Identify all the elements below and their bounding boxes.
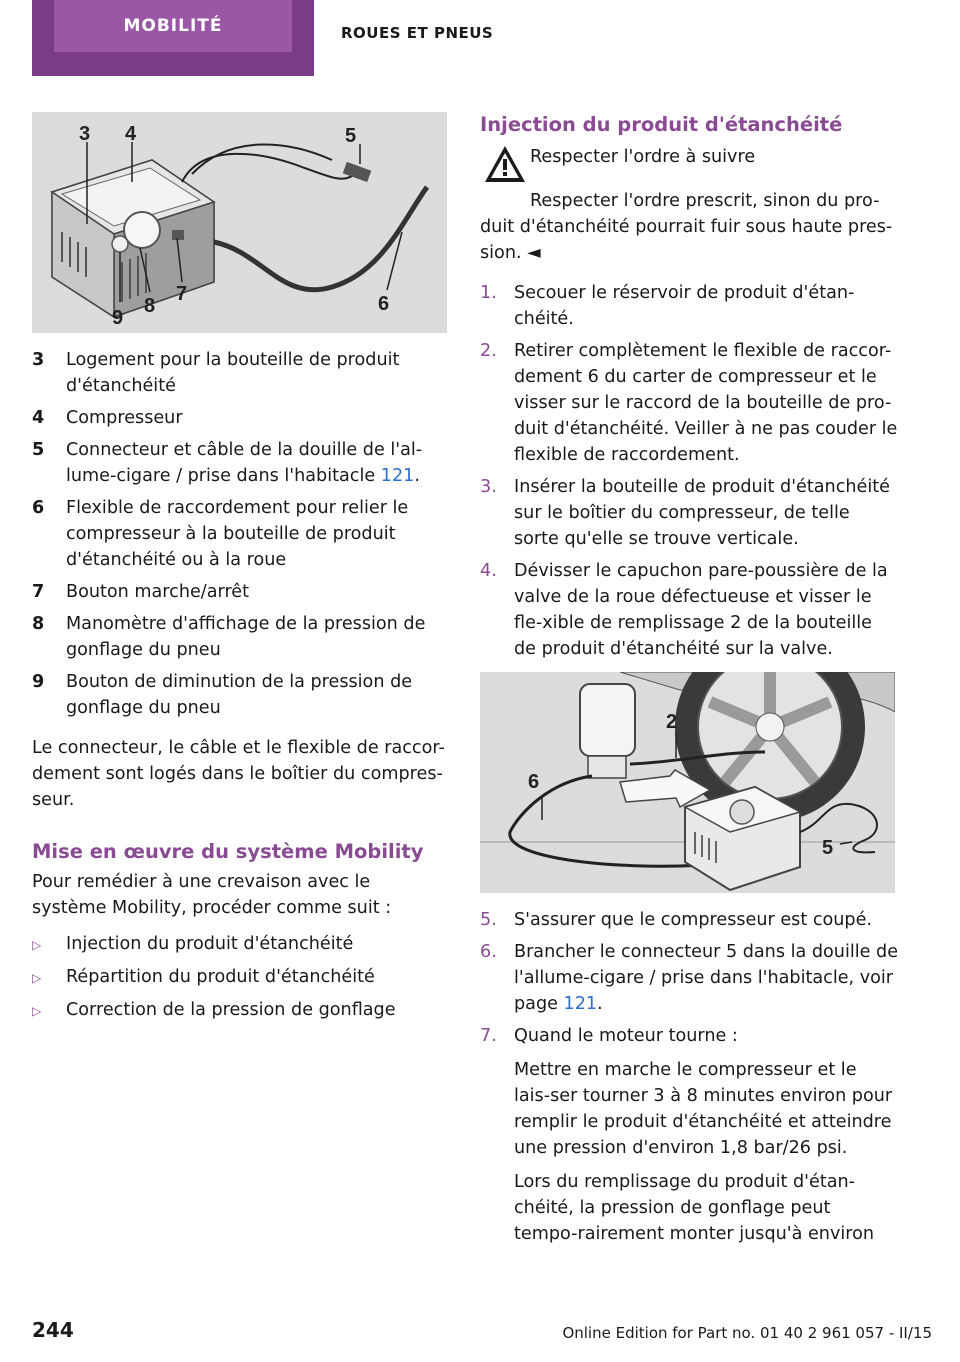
callout-5: 5: [345, 125, 357, 147]
legend-item: 9 Bouton de diminution de la pression de gonflage du pneu: [32, 672, 413, 718]
page-number: 244: [32, 1318, 74, 1342]
list-item: ▷ Répartition du produit d'étanchéité: [32, 964, 447, 991]
callout-9: 9: [112, 307, 124, 329]
injection-steps-list-2: [480, 907, 898, 1247]
triangle-bullet-icon: ▷: [32, 971, 42, 985]
legend-item: 4 Compresseur: [32, 408, 183, 428]
step7-detail-2: Lors du remplissage du produit d'étan-chéité, la pression de gonflage peut tempo-rairement monter jusqu'à environ: [514, 1172, 875, 1244]
legend-item: 7 Bouton marche/arrêt: [32, 582, 250, 602]
edition-text: Online Edition for Part no. 01 40 2 961 057 - II/15: [562, 1324, 932, 1342]
callout-2: 2: [666, 711, 678, 733]
list-item: 5. S'assurer que le compresseur est coupé.: [480, 910, 873, 930]
tab-mobility-label: MOBILITÉ: [54, 0, 292, 52]
legend-item: 6 Flexible de raccordement pour relier le compresseur à la bouteille de produit d'étanchéité ou à la roue: [32, 498, 409, 570]
list-item: 4. Dévisser le capuchon pare-poussière de la valve de la roue défectueuse et visser le fle-xible de remplissage 2 de la bouteille de produit d'étanchéité sur la valve.: [480, 561, 888, 659]
warning-triangle-icon: [480, 144, 530, 184]
heading-injection: Injection du produit d'étanchéité: [480, 113, 843, 136]
legend-item: 3 Logement pour la bouteille de produit d'étanchéité: [32, 350, 400, 396]
tab-roues-et-pneus[interactable]: ROUES ET PNEUS: [341, 24, 494, 42]
callout-8: 8: [144, 295, 156, 317]
left-column: [32, 112, 447, 1030]
callout-7: 7: [176, 283, 188, 305]
list-item: 6. Brancher le connecteur 5 dans la douille de l'allume-cigare / prise dans l'habitacle, voir page 121.: [480, 942, 899, 1014]
header-bar: [0, 0, 960, 78]
storage-paragraph: Le connecteur, le câble et le flexible de raccor-dement sont logés dans le boîtier du compres-seur.: [32, 738, 445, 810]
injection-steps-list: [480, 280, 898, 662]
list-item: 7. Quand le moteur tourne : Mettre en marche le compresseur et le lais-ser tourner 3 à 8 minutes environ pour remplir le produit d'étanchéité et atteindre une pression d'environ 1,8 bar/26 psi. Lors du remplissage du produit d'étan-chéité, la pression de gonflage peut tempo-rairement monter jusqu'à environ: [480, 1023, 898, 1247]
tab-mobility[interactable]: [32, 0, 314, 76]
list-item: ▷ Injection du produit d'étanchéité: [32, 931, 447, 958]
list-item: 3. Insérer la bouteille de produit d'étanchéité sur le boîtier du compresseur, de telle sorte qu'elle se trouve verticale.: [480, 477, 890, 549]
list-item: ▷ Correction de la pression de gonflage: [32, 997, 447, 1024]
callout-6b: 6: [528, 771, 540, 793]
triangle-bullet-icon: ▷: [32, 1004, 42, 1018]
callout-5b: 5: [822, 837, 834, 859]
page-link-121[interactable]: 121: [563, 994, 598, 1014]
page-link-121[interactable]: 121: [380, 466, 415, 486]
compressor-figure: [32, 112, 447, 333]
end-marker-icon: ◄: [527, 243, 541, 263]
sealant-figure: [480, 672, 895, 893]
warning-title: Respecter l'ordre à suivre: [530, 147, 756, 167]
warning-body: Respecter l'ordre prescrit, sinon du pro-duit d'étanchéité pourrait fuir sous haute pres-sion. ◄: [480, 191, 893, 263]
list-item: 2. Retirer complètement le flexible de raccor-dement 6 du carter de compresseur et le visser sur le raccord de la bouteille de pro-duit d'étanchéité. Veiller à ne pas couder le flexible de raccordement.: [480, 341, 898, 465]
list-item: 1. Secouer le réservoir de produit d'étan-chéité.: [480, 283, 855, 329]
triangle-bullet-icon: ▷: [32, 938, 42, 952]
mobility-steps-list: [32, 931, 447, 1024]
callout-3: 3: [79, 123, 91, 145]
heading-mobility: Mise en œuvre du système Mobility: [32, 840, 424, 863]
legend-item: 8 Manomètre d'affichage de la pression de gonflage du pneu: [32, 614, 426, 660]
callout-4: 4: [125, 123, 137, 145]
legend-item: 5 Connecteur et câble de la douille de l'al-lume-cigare / prise dans l'habitacle 121.: [32, 440, 423, 486]
legend-list: [32, 347, 447, 721]
warning-block: [480, 144, 898, 184]
step7-detail-1: Mettre en marche le compresseur et le lais-ser tourner 3 à 8 minutes environ pour remplir le produit d'étanchéité et atteindre une pression d'environ 1,8 bar/26 psi.: [514, 1060, 893, 1158]
callout-6: 6: [378, 293, 390, 315]
mobility-intro: Pour remédier à une crevaison avec le système Mobility, procéder comme suit :: [32, 872, 392, 918]
right-column: [480, 112, 898, 1253]
